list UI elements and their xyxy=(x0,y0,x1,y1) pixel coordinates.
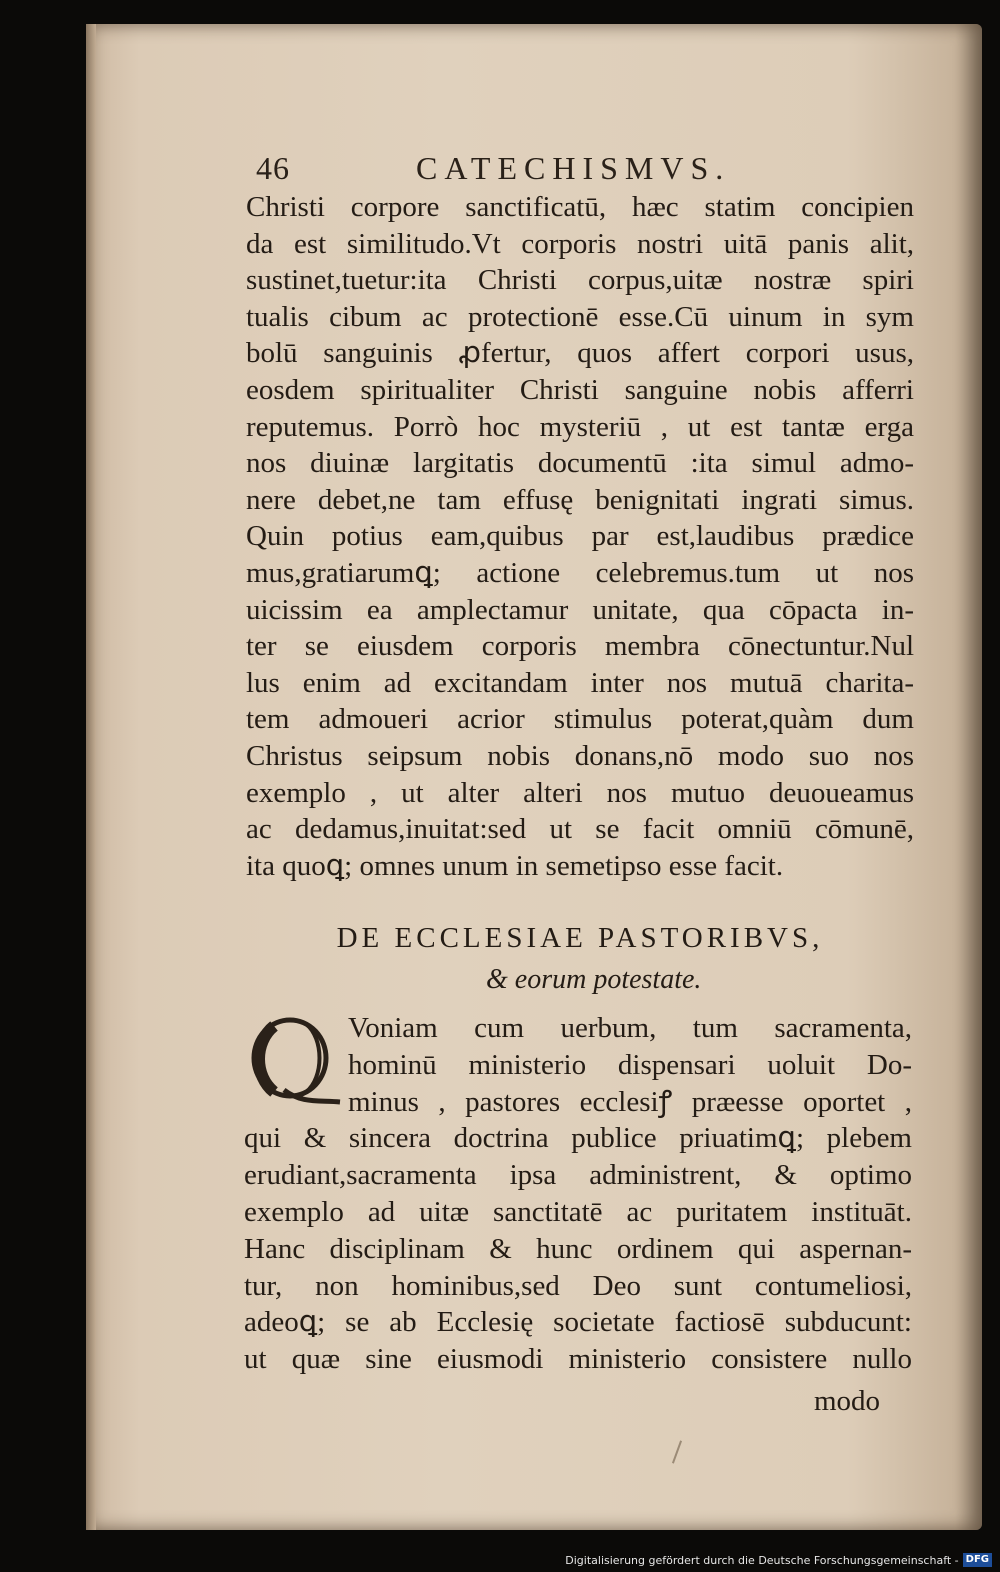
text-line: ac dedamus,inuitat:sed ut se facit omniū cōmunē, xyxy=(246,813,914,846)
text-line: qui & sincera doctrina publice priuatimꝗ; plebem xyxy=(244,1122,912,1155)
text-line: exemplo ad uitæ sanctitatē ac puritatem instituāt. xyxy=(244,1195,912,1228)
text-line: ut quæ sine eiusmodi ministerio consistere nullo xyxy=(244,1343,912,1376)
paragraph-2 xyxy=(244,1010,912,1378)
running-title: CATECHISMVS. xyxy=(416,150,731,186)
page-number: 46 xyxy=(256,150,290,186)
page-gutter-edge xyxy=(86,24,96,1530)
text-line: exemplo , ut alter alteri nos mutuo deuoueamus xyxy=(246,776,914,809)
text-line: minus , pastores ecclesiꝭ præesse oportet , xyxy=(348,1085,912,1118)
text-line: reputemus. Porrò hoc mysteriū , ut est tantæ erga xyxy=(246,410,914,443)
page-header xyxy=(256,150,916,190)
text-line: tem admoueri acrior stimulus poterat,quàm dum xyxy=(246,703,914,736)
text-line: lus enim ad excitandam inter nos mutuā charita- xyxy=(246,666,914,699)
text-line: tualis cibum ac protectionē esse.Cū uinum in sym xyxy=(246,300,914,333)
text-line: mus,gratiarumꝗ; actione celebremus.tum ut nos xyxy=(246,556,914,589)
catchword: modo xyxy=(814,1385,881,1417)
text-line: Quin potius eam,quibus par est,laudibus prædice xyxy=(246,520,914,553)
text-line: Voniam cum uerbum, tum sacramenta, xyxy=(348,1012,912,1044)
text-line: ter se eiusdem corporis membra cōnectuntur.Nul xyxy=(246,630,914,663)
text-line: eosdem spiritualiter Christi sanguine nobis afferri xyxy=(246,373,914,406)
text-line: erudiant,sacramenta ipsa administrent, & optimo xyxy=(244,1159,912,1192)
text-line: Christi corpore sanctificatū, hæc statim concipien xyxy=(246,191,914,223)
text-line: adeoꝗ; se ab Ecclesię societate factiosē subducunt: xyxy=(244,1306,912,1339)
text-line: bolū sanguinis ꝓfertur, quos affert corpori usus, xyxy=(246,337,914,370)
section-title: DE ECCLESIAE PASTORIBVS, xyxy=(336,922,824,954)
dfg-logo: DFG xyxy=(963,1553,992,1567)
text-line: sustinet,tuetur:ita Christi corpus,uitæ nostræ spiri xyxy=(246,264,914,297)
text-line: tur, non hominibus,sed Deo sunt contumeliosi, xyxy=(244,1269,912,1302)
text-line: Hanc disciplinam & hunc ordinem qui aspernan- xyxy=(244,1232,912,1265)
text-line: nos diuinæ largitatis documentū :ita simul admo- xyxy=(246,447,914,480)
text-line: hominū ministerio dispensari uoluit Do- xyxy=(348,1048,912,1081)
text-line: Christus seipsum nobis donans,nō modo suo nos xyxy=(246,739,914,772)
text-line: uicissim ea amplectamur unitate, qua cōpacta in- xyxy=(246,593,914,626)
paragraph-1 xyxy=(246,189,914,884)
text-line: ita quoꝗ; omnes unum in semetipso esse facit. xyxy=(246,849,784,882)
section-heading xyxy=(246,918,914,1002)
section-subtitle: & eorum potestate. xyxy=(486,964,702,995)
text-line: da est similitudo.Vt corporis nostri uitā panis alit, xyxy=(246,227,914,260)
digitization-footer xyxy=(565,1552,992,1568)
text-line: nere debet,ne tam effusę benignitati ingrati simus. xyxy=(246,483,914,516)
footer-credit: Digitalisierung gefördert durch die Deutsche Forschungsgemeinschaft - xyxy=(565,1553,959,1567)
